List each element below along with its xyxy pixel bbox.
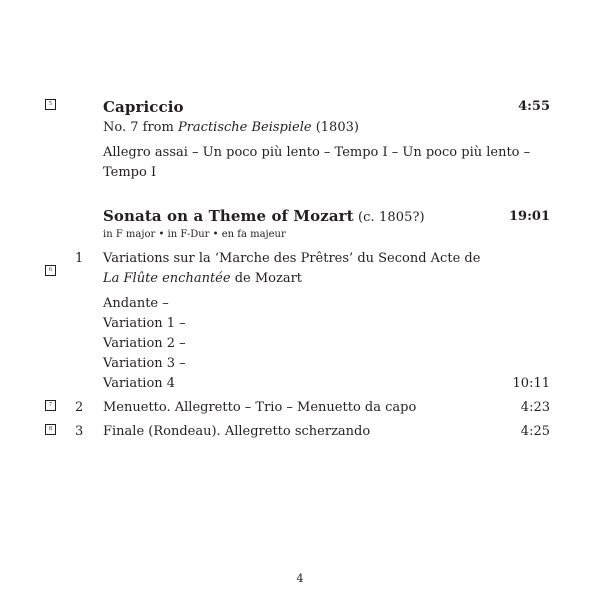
capriccio-tempo-line-2: Tempo I — [103, 165, 157, 180]
movement-1-section-1: Variation 1 – — [103, 316, 186, 331]
movement-2-title: Menuetto. Allegretto – Trio – Menuetto da capo — [103, 400, 417, 415]
movement-1-section-2: Variation 2 – — [103, 336, 186, 351]
movement-number-3: 3 — [75, 424, 84, 439]
track-number-6: 6 — [45, 265, 56, 276]
movement-1-section-4: Variation 4 — [103, 376, 176, 391]
subtitle-prefix: No. 7 from — [103, 120, 178, 135]
capriccio-subtitle — [103, 118, 359, 138]
track-number-7: 7 — [45, 400, 56, 411]
capriccio-duration: 4:55 — [518, 99, 550, 114]
movement-number-1: 1 — [75, 251, 84, 266]
movement-1-line-2 — [103, 269, 302, 289]
sonata-date: (c. 1805?) — [353, 210, 425, 225]
opera-composer: de Mozart — [230, 271, 303, 286]
movement-1-line-1: Variations sur la ‘Marche des Prêtres’ du Second Acte de — [103, 251, 481, 266]
track-number-5: 5 — [45, 99, 56, 110]
movement-1-section-0: Andante – — [103, 296, 169, 311]
movement-2-duration: 4:23 — [520, 400, 550, 415]
subtitle-year: (1803) — [311, 120, 359, 135]
sonata-duration: 19:01 — [509, 209, 550, 224]
track-number-8: 8 — [45, 424, 56, 435]
opera-title: La Flûte enchantée — [103, 271, 231, 286]
sonata-key: in F major • in F-Dur • en fa majeur — [103, 229, 286, 240]
capriccio-tempo-line-1: Allegro assai – Un poco più lento – Tempo I – Un poco più lento – — [103, 145, 531, 160]
movement-1-section-3: Variation 3 – — [103, 356, 186, 371]
sonata-heading — [103, 207, 425, 225]
subtitle-work-title: Practische Beispiele — [177, 120, 312, 135]
page-number: 4 — [296, 572, 304, 585]
sonata-title: Sonata on a Theme of Mozart — [103, 207, 354, 225]
movement-3-title: Finale (Rondeau). Allegretto scherzando — [103, 424, 371, 439]
movement-3-duration: 4:25 — [520, 424, 550, 439]
capriccio-title: Capriccio — [103, 98, 184, 116]
movement-1-duration: 10:11 — [512, 376, 550, 391]
movement-number-2: 2 — [75, 400, 84, 415]
